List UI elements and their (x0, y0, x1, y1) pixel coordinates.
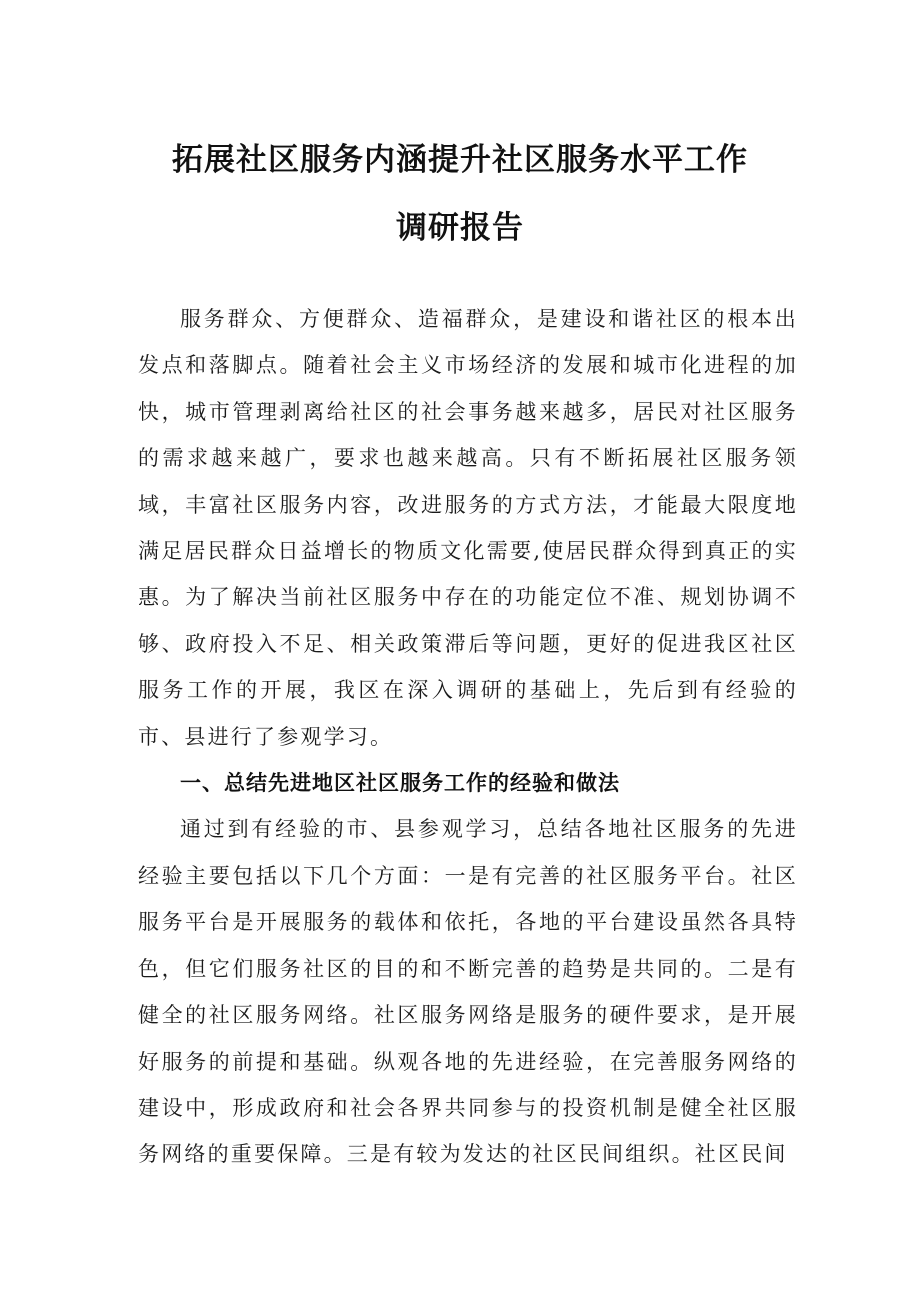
title-line-1: 拓展社区服务内涵提升社区服务水平工作 (172, 142, 748, 178)
title-line-2: 调研报告 (396, 210, 524, 246)
body-paragraph-intro: 服务群众、方便群众、造福群众，是建设和谐社区的根本出发点和落脚点。随着社会主义市场经济的发展和城市化进程的加快，城市管理剥离给社区的社会事务越来越多，居民对社区服务的需求越来越广，要求也越来越高。只有不断拓展社区服务领域，丰富社区服务内容，改进服务的方式方法，才能最大限度地满足居民群众日益增长的物质文化需要,使居民群众得到真正的实惠。为了解决当前社区服务中存在的功能定位不准、规划协调不够、政府投入不足、相关政策滞后等问题，更好的促进我区社区服务工作的开展，我区在深入调研的基础上，先后到有经验的市、县进行了参观学习。 (138, 307, 798, 749)
document-body (138, 296, 798, 1178)
body-paragraph-experience: 通过到有经验的市、县参观学习，总结各地社区服务的先进经验主要包括以下几个方面：一是有完善的社区服务平台。社区服务平台是开展服务的载体和依托，各地的平台建设虽然各具特色，但它们服务社区的目的和不断完善的趋势是共同的。二是有健全的社区服务网络。社区服务网络是服务的硬件要求，是开展好服务的前提和基础。纵观各地的先进经验，在完善服务网络的建设中，形成政府和社会各界共同参与的投资机制是健全社区服务网络的重要保障。三是有较为发达的社区民间组织。社区民间 (138, 817, 798, 1167)
section-heading-1: 一、总结先进地区社区服务工作的经验和做法 (180, 771, 620, 796)
document-title (0, 130, 920, 258)
